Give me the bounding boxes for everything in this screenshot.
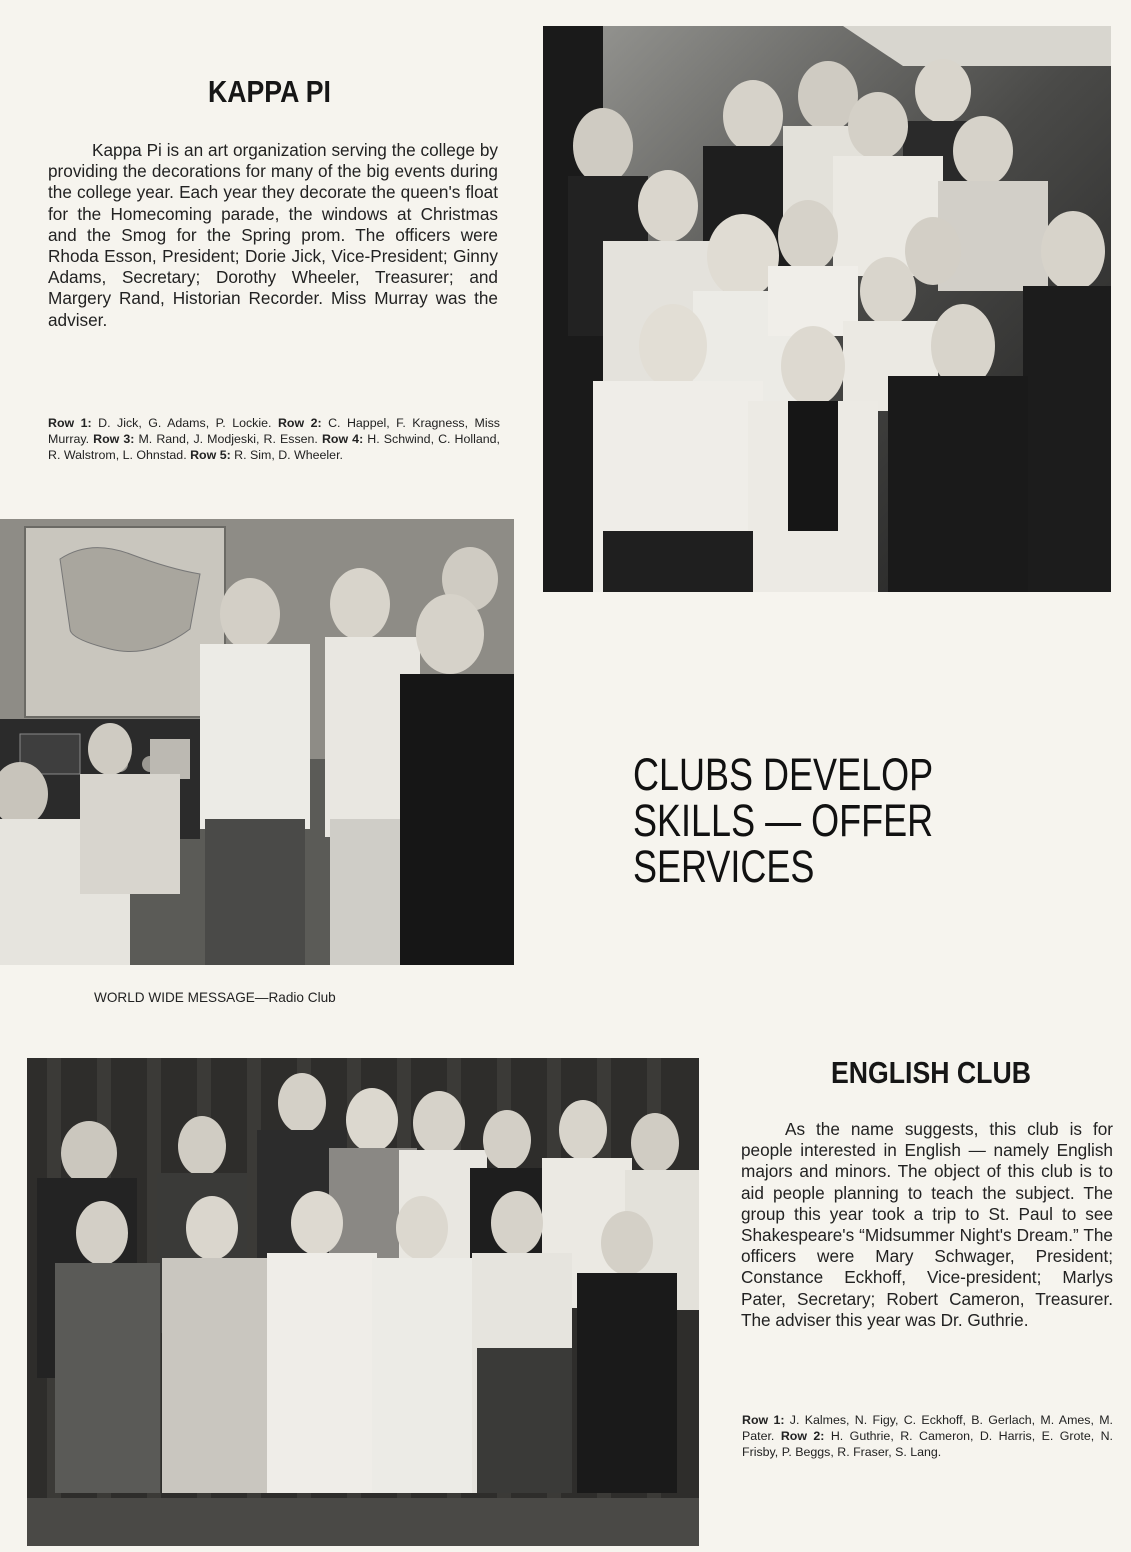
kappa-pi-description: Kappa Pi is an art organization serving the college by providing the decorations for many of the big events during the college year. Each year they decorate the queen's float for the Homecoming parade, the windows at Christmas and the Smog for the Spring prom. The officers were Rhoda Esson, President; Dorie Jick, Vice-President; Ginny Adams, Secretary; Dorothy Wheeler, Treasurer; and Margery Rand, Historian Recorder. Miss Murray was the adviser. [48,140,498,330]
english-club-roster [742,1412,1113,1461]
radio-club-photo-illustration [0,519,514,965]
page-headline [633,749,1053,892]
roster-row-names: D. Jick, G. Adams, P. Lockie. [98,416,272,430]
english-club-title: ENGLISH CLUB [831,1055,1031,1090]
headline-line-2: SKILLS — OFFER [633,795,934,846]
english-club-description: As the name suggests, this club is for people interested in English — namely English majors and minors. The object of this club is to aid people planning to teach the subject. The group this year took a trip to St. Paul to see Shakespeare's “Midsummer Night's Dream.” The officers were Mary Schwager, President; Constance Eckhoff, Vice-president; Marlys Pater, Secretary; Robert Cameron, Treasurer. The adviser this year was Dr. Guthrie. [741,1119,1113,1330]
english-club-photo-illustration [27,1058,699,1546]
roster-row-label: Row 2: [780,1429,825,1444]
roster-row-names: M. Rand, J. Modjeski, R. Essen. [138,432,318,447]
roster-row-names: H. Guthrie, R. Cameron, D. Harris, E. Grote, N. Frisby, P. Beggs, R. Fraser, S. Lang. [742,1429,1113,1460]
roster-row-label: Row 3: [93,432,135,447]
roster-row-names: J. Kalmes, N. Figy, C. Eckhoff, B. Gerlach, M. Ames, M. Pater. [742,1413,1113,1444]
kappa-pi-roster [48,415,500,464]
roster-row-names: R. Sim, D. Wheeler. [234,448,343,463]
headline-line-1: CLUBS DEVELOP [633,749,934,800]
radio-club-photo [0,519,514,965]
radio-club-caption: WORLD WIDE MESSAGE—Radio Club [94,990,336,1005]
roster-row-names: C. Happel, F. Kragness, Miss Murray. [48,416,500,447]
roster-row-label: Row 4: [321,432,364,447]
kappa-pi-title: KAPPA PI [208,74,331,109]
roster-row-names: H. Schwind, C. Holland, R. Walstrom, L. Ohnstad. [48,432,500,463]
english-club-group-photo [27,1058,699,1546]
roster-row-label: Row 1: [742,1413,785,1427]
roster-row-label: Row 2: [277,416,322,430]
headline-line-3: SERVICES [633,841,815,892]
kappa-pi-group-photo [543,26,1111,592]
roster-row-label: Row 5: [190,448,231,463]
roster-row-label: Row 1: [48,416,92,430]
kappa-pi-photo-illustration [543,26,1111,592]
